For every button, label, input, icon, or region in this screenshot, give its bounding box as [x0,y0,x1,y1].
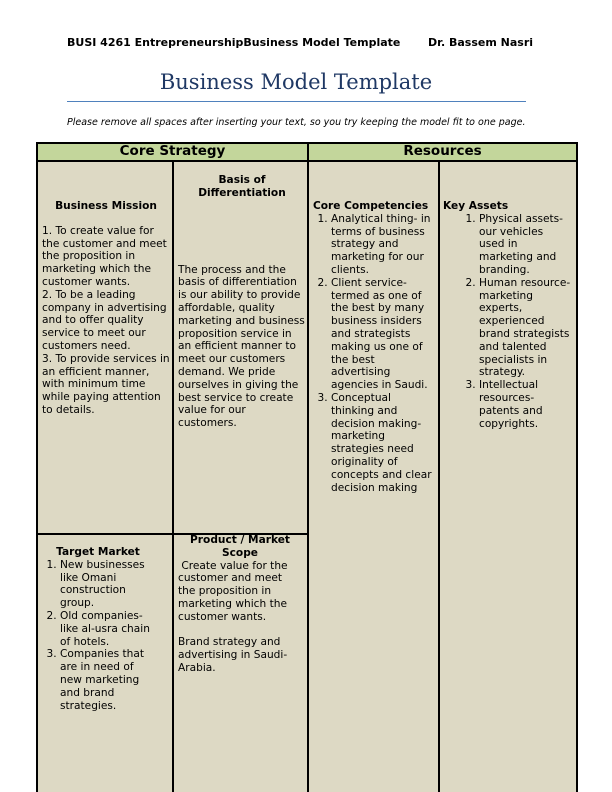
business-mission [42,200,170,417]
market-item: 2. Old companies- like al-usra chain of hotels. [60,610,154,648]
target-market [42,546,154,712]
business-mission-heading: Business Mission [55,200,157,212]
product-scope-text-2: Brand strategy and advertising in Saudi-Arabia. [178,636,288,674]
title-rule [67,101,526,102]
core-competencies-heading: Core Competencies [313,200,429,212]
instructor-name: Dr. Bassem Nasri [428,36,534,49]
instruction-note: Please remove all spaces after inserting your text, so you try keeping the model fit to one page. [67,117,526,128]
product-scope-heading: Product / Market Scope [190,534,290,559]
mission-line: 1. To create value for the customer and meet the proposition in marketing which the customer wants. [42,224,167,288]
key-assets-heading: Key Assets [443,200,509,212]
resources-header: Resources [307,142,578,162]
competency-item: 3. Conceptual thinking and decision making- marketing strategies need originality of concepts and clear decision making [331,392,437,494]
differentiation [178,174,306,430]
asset-item: 3. Intellectual resources- patents and copyrights. [479,379,571,430]
mission-line: 2. To be a leading company in advertising and to offer quality service to meet our customers need. [42,288,167,352]
course-header: BUSI 4261 EntrepreneurshipBusiness Model Template [67,36,401,49]
mission-line: 3. To provide services in an efficient manner, with minimum time while paying attention to details. [42,352,170,416]
differentiation-heading: Basis of Differentiation [198,174,286,199]
market-item: 1. New businesses like Omani construction group. [60,559,154,610]
product-scope-text: Create value for the customer and meet the proposition in marketing which the customer wants. [178,559,291,623]
target-market-heading: Target Market [56,546,140,558]
competency-item: 1. Analytical thing- in terms of business strategy and marketing for our clients. [331,213,437,277]
core-competencies [313,200,437,494]
differentiation-text: The process and the basis of differentiation is our ability to provide affordable, quality marketing and business proposition service in an efficient manner to meet our customers demand. We pride ourselves in giving the best service to create value for our customers. [178,263,305,430]
competency-item: 2. Client service- termed as one of the best by many business insiders and strategists making us one of the best advertising agencies in Saudi. [331,277,437,392]
market-item: 3. Companies that are in need of new marketing and brand strategies. [60,648,154,712]
page-title: Business Model Template [159,70,433,94]
asset-item: 2. Human resource- marketing experts, experienced brand strategists and talented specialists in strategy. [479,277,571,379]
product-scope [178,534,302,675]
core-strategy-header: Core Strategy [36,142,309,162]
key-assets [443,200,571,430]
asset-item: 1. Physical assets- our vehicles used in marketing and branding. [479,213,571,277]
